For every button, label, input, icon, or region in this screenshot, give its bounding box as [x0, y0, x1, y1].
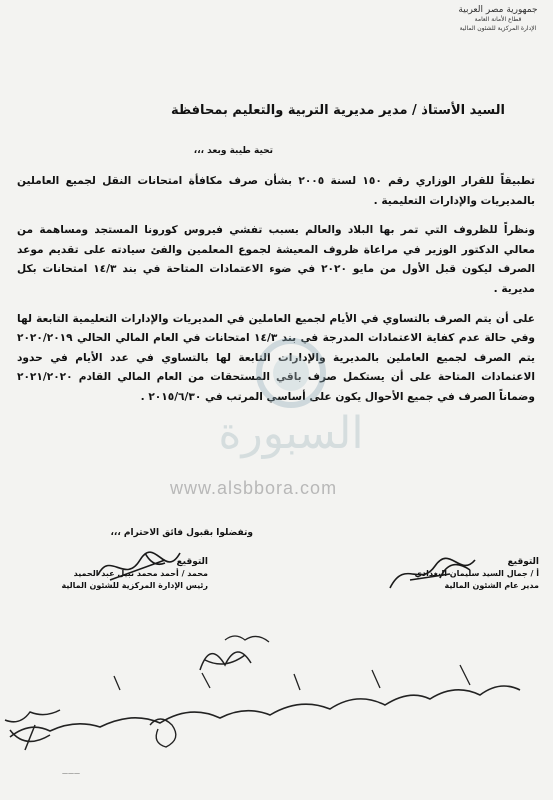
- closing-line: وتفضلوا بقبول فائق الاحترام ،،،: [110, 528, 253, 538]
- watermark-text: السبورة: [218, 408, 364, 459]
- signature-role: التوقيع: [176, 557, 208, 567]
- greeting: تحية طيبة وبعد ،،،: [193, 146, 273, 156]
- letter-body: [17, 172, 535, 418]
- signature-block-right: [364, 556, 539, 592]
- letterhead: [453, 6, 543, 33]
- signatory-name: أ / جمال السيد سليمان البغدادي: [414, 569, 539, 578]
- signatory-title: رئيس الإدارة المركزية للشئون المالية: [61, 581, 208, 590]
- signatory-title: مدير عام الشئون المالية: [444, 581, 539, 590]
- signature-block-left: [48, 556, 208, 592]
- emblem-text: جمهورية مصر العربية: [458, 5, 538, 15]
- paragraph-1: تطبيقاً للقرار الوزاري رقم ١٥٠ لسنة ٢٠٠٥ بشأن صرف مكافأة امتحانات النقل لجميع العاملين بالمديريات والإدارات التعليمية .: [17, 175, 536, 207]
- letterhead-line-1: قطاع الأمانة العامة: [474, 16, 522, 23]
- watermark-url: www.alsbbora.com: [170, 478, 338, 498]
- signature-role: التوقيع: [507, 557, 539, 567]
- signatory-name: محمد / أحمد محمد نبيل عبد الحميد: [73, 569, 208, 578]
- letterhead-line-2: الإدارة المركزية للشئون المالية: [459, 25, 537, 32]
- footer-mark: ———: [62, 770, 80, 777]
- addressee-line: السيد الأستاذ / مدير مديرية التربية والتعليم بمحافظة: [171, 103, 505, 118]
- paragraph-3: على أن يتم الصرف بالتساوي في الأيام لجميع العاملين في المديريات والإدارات التعليمية التابعة لها وفي حالة عدم كفاية الاعتمادات المدرجة في بند ١٤/٣ امتحانات في العام المالي الحالي ٢٠٢٠/٢٠١٩ يتم الصرف لجميع العاملين بالمديرية والإدارات التابعة لها بالتساوي في عدد الأيام في حدود الاعتمادات المتاحة على أن يستكمل صرف باقي المستحقات من العام المالي القادم ٢٠٢١/٢٠٢٠ وضماناً الصرف في جميع الأحوال يكون على أساسي المرتب في ٢٠١٥/٦/٣٠ .: [17, 312, 535, 403]
- handwritten-annotation: [0, 630, 553, 770]
- paragraph-2: ونظراً للظروف التي تمر بها البلاد والعالم بسبب تفشي فيروس كورونا المستجد ومساهمة من معالي الدكتور الوزير في مراعاة ظروف المعيشة لجموع المعلمين والفئ سيادته على تقديم موعد الصرف ليكون قبل الأول من مايو ٢٠٢٠ في ضوء الاعتمادات المتاحة في بند ١٤/٣ امتحانات بكل مديرية .: [17, 224, 535, 295]
